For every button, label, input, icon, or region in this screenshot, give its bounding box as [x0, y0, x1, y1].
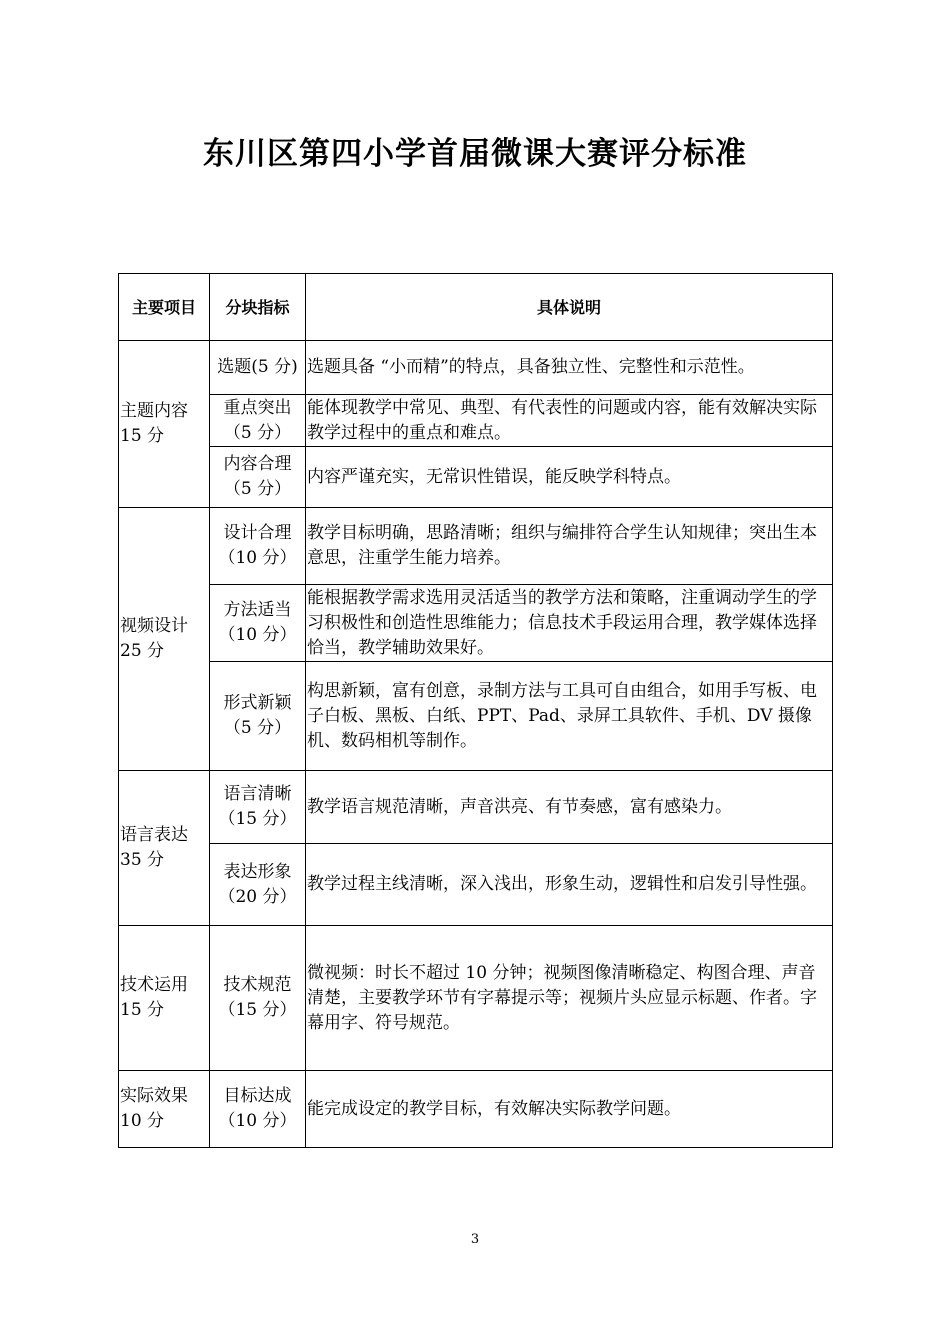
sub-indicator-score: （20 分） [218, 886, 297, 907]
page-number: 3 [470, 1232, 480, 1247]
main-item-score: 15 分 [120, 1000, 165, 1020]
table-row [119, 341, 833, 395]
main-item-name: 实际效果 [120, 1086, 188, 1106]
table-row [119, 844, 833, 926]
main-item-cell [119, 508, 210, 771]
sub-indicator-name: 目标达成 [223, 1086, 292, 1106]
scoring-table [118, 273, 833, 1148]
sub-indicator-cell [210, 395, 306, 447]
table-row [119, 771, 833, 844]
sub-indicator-score: （10 分） [218, 1111, 297, 1131]
description-cell: 能根据教学需求选用灵活适当的教学方法和策略，注重调动学生的学习积极性和创造性思维能力；信息技术手段运用合理，教学媒体选择恰当，教学辅助效果好。 [306, 585, 833, 662]
sub-indicator-score: （10 分） [218, 548, 297, 568]
sub-indicator-score: （15 分） [218, 809, 297, 829]
description-cell: 能体现教学中常见、典型、有代表性的问题或内容，能有效解决实际教学过程中的重点和难点。 [306, 395, 833, 447]
sub-indicator-cell [210, 447, 306, 508]
sub-indicator-name: 技术规范 [223, 975, 292, 995]
main-item-score: 25 分 [120, 641, 165, 661]
main-item-cell [119, 926, 210, 1071]
description-cell: 构思新颖，富有创意，录制方法与工具可自由组合，如用手写板、电子白板、黑板、白纸、PPT、Pad、录屏工具软件、手机、DV 摄像机、数码相机等制作。 [306, 662, 833, 771]
sub-indicator-score: （5 分） [223, 718, 292, 738]
table-row [119, 585, 833, 662]
table-row [119, 1071, 833, 1148]
description-cell: 教学语言规范清晰，声音洪亮、有节奏感，富有感染力。 [306, 771, 833, 844]
main-item-score: 35 分 [120, 850, 165, 870]
sub-indicator-name: 形式新颖 [223, 693, 292, 713]
sub-indicator-cell [210, 844, 306, 926]
description-cell: 选题具备 “小而精”的特点，具备独立性、完整性和示范性。 [306, 341, 833, 395]
page-title: 东川区第四小学首届微课大赛评分标准 [203, 136, 747, 172]
sub-indicator-name: 语言清晰 [223, 784, 292, 804]
sub-indicator-score: （5 分） [223, 422, 292, 443]
description-cell: 内容严谨充实，无常识性错误，能反映学科特点。 [306, 447, 833, 508]
table-row [119, 395, 833, 447]
sub-indicator-name: 设计合理 [223, 523, 292, 543]
main-item-name: 语言表达 [120, 825, 188, 845]
sub-indicator-cell [210, 341, 306, 395]
main-item-name: 视频设计 [120, 616, 188, 636]
sub-indicator-name: 方法适当 [223, 600, 292, 620]
sub-indicator-score: （15 分） [218, 1000, 297, 1020]
sub-indicator-name: 重点突出 [223, 397, 292, 418]
table-row [119, 926, 833, 1071]
sub-indicator-name: 选题(5 分) [217, 357, 298, 377]
header-description: 具体说明 [306, 274, 833, 341]
header-main-item: 主要项目 [119, 274, 210, 341]
table-row [119, 662, 833, 771]
header-sub-indicator: 分块指标 [210, 274, 306, 341]
sub-indicator-cell [210, 926, 306, 1071]
sub-indicator-cell [210, 585, 306, 662]
sub-indicator-cell [210, 1071, 306, 1148]
main-item-cell [119, 771, 210, 926]
description-cell: 微视频：时长不超过 10 分钟；视频图像清晰稳定、构图合理、声音清楚，主要教学环节有字幕提示等；视频片头应显示标题、作者。字幕用字、符号规范。 [306, 926, 833, 1071]
main-item-name: 主题内容 [120, 401, 188, 421]
sub-indicator-cell [210, 662, 306, 771]
sub-indicator-cell [210, 771, 306, 844]
main-item-cell [119, 1071, 210, 1148]
sub-indicator-score: （10 分） [218, 625, 297, 645]
main-item-score: 10 分 [120, 1111, 165, 1131]
description-cell: 能完成设定的教学目标，有效解决实际教学问题。 [306, 1071, 833, 1148]
main-item-cell [119, 341, 210, 508]
sub-indicator-score: （5 分） [223, 479, 292, 499]
sub-indicator-cell [210, 508, 306, 585]
table-row [119, 508, 833, 585]
header-row [119, 274, 833, 341]
table-row [119, 447, 833, 508]
description-cell: 教学目标明确，思路清晰；组织与编排符合学生认知规律；突出生本意思，注重学生能力培养。 [306, 508, 833, 585]
sub-indicator-name: 内容合理 [223, 454, 292, 474]
main-item-name: 技术运用 [120, 975, 188, 995]
description-cell: 教学过程主线清晰，深入浅出，形象生动，逻辑性和启发引导性强。 [306, 844, 833, 926]
main-item-score: 15 分 [120, 426, 165, 446]
sub-indicator-name: 表达形象 [223, 861, 292, 882]
